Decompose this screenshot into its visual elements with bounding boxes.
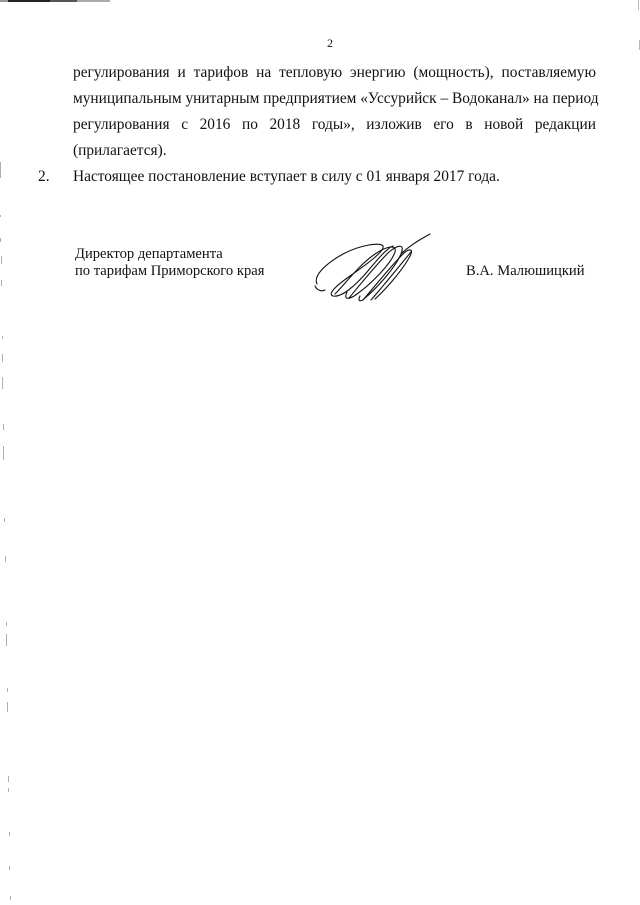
page-number: 2 bbox=[327, 36, 333, 50]
paragraph-continuation bbox=[73, 60, 599, 164]
handwritten-signature-icon bbox=[305, 224, 435, 304]
text-line: регулирования и тарифов на тепловую энергию (мощность), поставляемую bbox=[73, 64, 596, 81]
text-line: регулирования с 2016 по 2018 годы», изложив его в новой редакции bbox=[73, 116, 596, 133]
signature-block bbox=[0, 244, 640, 314]
text-line: (прилагается). bbox=[73, 142, 167, 159]
item-text: Настоящее постановление вступает в силу с 01 января 2017 года. bbox=[73, 168, 500, 185]
item-number: 2. bbox=[38, 168, 50, 185]
signatory-title bbox=[75, 246, 264, 280]
signatory-title-line-2: по тарифам Приморского края bbox=[75, 263, 265, 279]
numbered-item bbox=[0, 164, 596, 190]
scan-artifact-left-edge bbox=[0, 0, 20, 905]
signatory-name: В.А. Малюшицкий bbox=[466, 263, 585, 279]
text-line: муниципальным унитарным предприятием «Уссурийск – Водоканал» на период bbox=[73, 90, 599, 107]
document-body bbox=[38, 60, 599, 190]
signatory-title-line-1: Директор департамента bbox=[75, 246, 223, 262]
